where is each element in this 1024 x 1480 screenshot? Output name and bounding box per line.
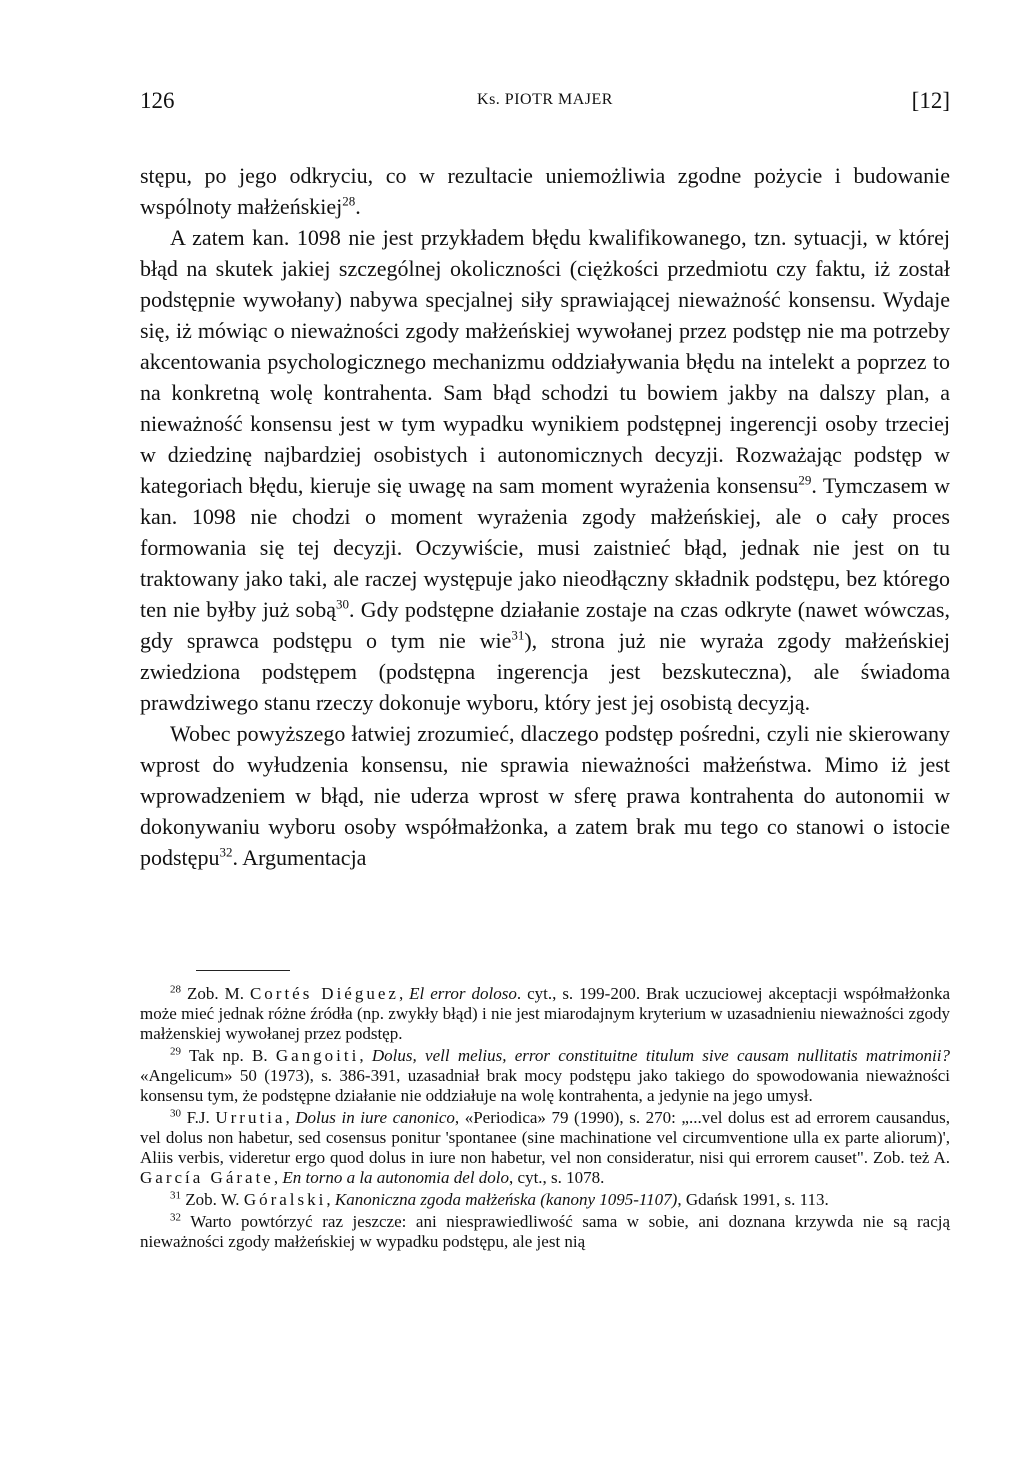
work-title: Dolus, vell melius, error constituitne titulum sive causam nullitatis matrimonii?: [371, 1046, 950, 1065]
footnote-text: , Gdańsk 1991, s. 113.: [677, 1190, 829, 1209]
footnote-text: Warto powtórzyć raz jeszcze: ani niesprawiedliwość sama w sobie, ani doznana krzywda nie są racją nieważności zgody małżeńskiej w wypadku podstępu, ale jest nią: [140, 1212, 951, 1251]
footnote-number: 28: [170, 983, 181, 996]
section-number: [12]: [911, 88, 950, 113]
footnotes: [140, 984, 950, 1254]
footnote-number: 30: [170, 1107, 181, 1120]
footnote-text: ,: [326, 1190, 335, 1209]
main-text: [140, 160, 950, 873]
paragraph-text: . Tymczasem w kan. 1098 nie chodzi o moment wyrażenia zgody małżeńskiej, ale o cały proces formowania się tej decyzji. Oczywiście, musi zaistnieć błąd, jednak nie jest on tu traktowany jako taki, ale raczej występuje jako nieodłączny składnik podstępu, bez którego ten nie byłby już sobą: [140, 473, 950, 622]
footnote-text: «Angelicum» 50 (1973), s. 386-391, uzasadniał brak mocy podstępu jako takiego do spowodowania nieważności konsensu tym, że podstępne działanie nie oddziałuje na wolę kontrahenta, a jedynie na jego umysł.: [140, 1066, 950, 1105]
work-title: En torno a la autonomia del dolo: [282, 1168, 510, 1187]
footnote-ref-30[interactable]: 30: [336, 596, 350, 612]
page-number: 126: [140, 88, 175, 113]
footnote-ref-32[interactable]: 32: [219, 844, 233, 860]
work-title: El error doloso: [409, 984, 517, 1003]
footnote-text: ,: [273, 1168, 283, 1187]
paragraph-text: Wobec powyższego łatwiej zrozumieć, dlaczego podstęp pośredni, czyli nie skierowany wprost do wyłudzenia konsensu, nie sprawia nieważności małżeństwa. Mimo iż jest wprowadzeniem w błąd, nie uderza wprost w sferę prawa kontrahenta do autonomii w dokonywaniu wyboru osoby współmałżonka, a zatem brak mu tego co stanowi o istocie podstępu: [140, 721, 950, 870]
footnote-32: [140, 1212, 950, 1252]
paragraph-2: [140, 222, 950, 718]
paragraph-text: . Argumentacja: [232, 845, 367, 870]
footnote-divider: [196, 970, 290, 971]
footnote-number: 32: [170, 1211, 181, 1224]
author-name: Gangoiti: [275, 1046, 360, 1065]
author-name: Urrutia: [215, 1108, 286, 1127]
paragraph-text: A zatem kan. 1098 nie jest przykładem błędu kwalifikowanego, tzn. sytuacji, w której błąd na skutek jakiej szczególnej okoliczności (ciężkości przedmiotu czy faktu, iż został podstępnie wywołany) nabywa specjalnej siły sprawiającej nieważność konsensu. Wydaje się, iż mówiąc o nieważności zgody małżeńskiej wywołanej przez podstęp nie ma potrzeby akcentowania psychologicznego mechanizmu oddziaływania błędu na intelekt a poprzez to na konkretną wolę kontrahenta. Sam błąd schodzi tu bowiem jakby na dalszy plan, a nieważność konsensu jest w tym wypadku wynikiem podstępnej ingerencji osoby trzeciej w dziedzinę najbardziej osobistych i autonomicznych decyzji. Rozważając podstęp w kategoriach błędu, kieruje się uwagę na sam moment wyrażenia konsensu: [140, 225, 950, 498]
footnote-28: [140, 984, 950, 1044]
footnote-number: 31: [170, 1189, 181, 1202]
footnote-number: 29: [170, 1045, 181, 1058]
footnote-ref-28[interactable]: 28: [342, 193, 356, 209]
footnote-ref-29[interactable]: 29: [798, 472, 812, 488]
footnote-30: [140, 1108, 950, 1188]
author-name: Cortés Diéguez: [249, 984, 399, 1003]
footnote-text: Tak np. B.: [188, 1046, 276, 1065]
footnote-text: ,: [398, 984, 410, 1003]
footnote-text: Zob. M.: [186, 984, 250, 1003]
footnote-31: [140, 1190, 950, 1210]
work-title: Kanoniczna zgoda małżeńska (kanony 1095-1107): [334, 1190, 678, 1209]
author-name: Góralski: [243, 1190, 327, 1209]
footnote-text: , «Periodica» 79 (1990), s. 270: „...vel dolus est ad errorem causandus, vel dolus non habetur, sed cosensus ponitur 'spontanee (sine machinatione vel circumventione ulla ex parte aliorum)', Aliis verbis, videretur ergo quod dolus in iure non habetur, vel non consideratur, nisi qui errorem causet". Zob. też A.: [140, 1108, 951, 1167]
footnote-text: . cyt., s. 199-200. Brak uczuciowej akceptacji współmałżonka może mieć jednak różne źródła (np. zwykły błąd) i nie jest miarodajnym kryterium w uzasadnieniu nieważności zgody małżenskiej wywołanej przez podstęp.: [140, 984, 951, 1043]
footnote-text: ,: [359, 1046, 372, 1065]
footnote-text: Zob. W.: [185, 1190, 244, 1209]
running-head: [140, 88, 950, 118]
paragraph-text: ), strona już nie wyraża zgody małżeńskiej zwiedziona podstępem (podstępna ingerencja jest bezskuteczna), ale świadoma prawdziwego stanu rzeczy dokonuje wyboru, który jest jej osobistą decyzją.: [140, 628, 950, 715]
paragraph-text: stępu, po jego odkryciu, co w rezultacie uniemożliwia zgodne pożycie i budowanie wspólnoty małżeńskiej: [140, 163, 950, 219]
running-head-author: Ks. PIOTR MAJER: [477, 91, 613, 108]
footnote-ref-31[interactable]: 31: [511, 627, 525, 643]
paragraph-text: .: [355, 194, 361, 219]
paragraph-text: . Gdy podstępne działanie zostaje na czas odkryte (nawet wówczas, gdy sprawca podstępu o tym nie wie: [140, 597, 950, 653]
footnote-text: F.J.: [186, 1108, 216, 1127]
paragraph-1: [140, 160, 950, 222]
paragraph-3: [140, 718, 950, 873]
footnote-text: , cyt., s. 1078.: [509, 1168, 605, 1187]
author-name: García Gárate: [140, 1168, 274, 1187]
work-title: Dolus in iure canonico: [295, 1108, 455, 1127]
footnote-29: [140, 1046, 950, 1106]
footnote-text: ,: [285, 1108, 296, 1127]
